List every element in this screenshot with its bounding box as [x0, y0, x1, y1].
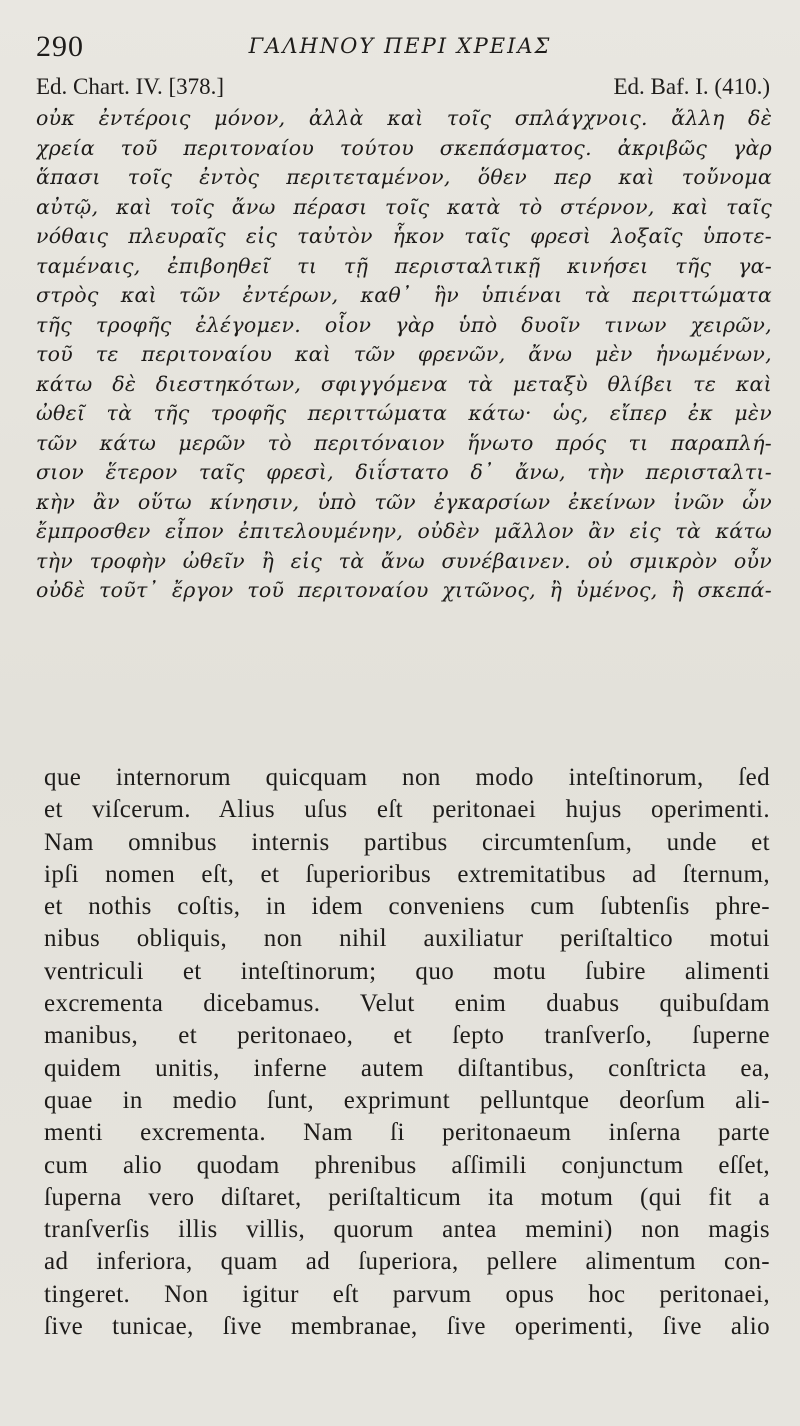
edition-reference-chartier: Ed. Chart. IV. [378.]	[36, 74, 225, 99]
latin-text-line: manibus, et peritonaeo, et ſepto tranſverſo, ſuperne	[44, 1022, 770, 1050]
latin-text-line: Nam omnibus internis partibus circumtenſum, unde et	[44, 828, 770, 856]
latin-text-line: menti excrementa. Nam ſi peritonaeum inſerna parte	[44, 1119, 770, 1147]
latin-text-line: excrementa dicebamus. Velut enim duabus quibuſdam	[44, 990, 770, 1018]
latin-text-line: ſive tunicae, ſive membranae, ſive operimenti, ſive alio	[44, 1313, 770, 1341]
greek-text-line: ἔμπροσθεν εἶπον ἐπιτελουμένην, οὐδὲν μᾶλλον ἂν εἰς τὰ κάτω	[36, 519, 772, 543]
latin-text-line: tingeret. Non igitur eſt parvum opus hoc peritonaei,	[44, 1280, 770, 1308]
greek-text-line: ἅπασι τοῖς ἐντὸς περιτεταμένον, ὅθεν περ καὶ τοὔνομα	[36, 165, 772, 189]
latin-text-line: ad inferiora, quam ad ſuperiora, pellere alimentum con-	[44, 1248, 770, 1276]
latin-text-line: ſuperna vero diſtaret, periſtalticum ita motum (qui fit a	[44, 1183, 770, 1211]
greek-text-line: κὴν ἂν οὕτω κίνησιν, ὑπὸ τῶν ἐγκαρσίων ἐκείνων ἰνῶν ὧν	[36, 489, 772, 514]
greek-text-line: τῶν κάτω μερῶν τὸ περιτόναιον ἥνωτο πρός τι παραπλή-	[36, 430, 772, 455]
greek-text-line: οὐκ ἐντέροις μόνον, ἀλλὰ καὶ τοῖς σπλάγχνοις. ἄλλη δὲ	[36, 106, 772, 130]
latin-text-line: cum alio quodam phrenibus aſſimili conjunctum eſſet,	[44, 1151, 770, 1179]
latin-text-line: que internorum quicquam non modo inteſtinorum, ſed	[44, 764, 770, 791]
latin-text-line: nibus obliquis, non nihil auxiliatur periſtaltico motui	[44, 925, 770, 953]
edition-reference-line	[36, 74, 770, 102]
latin-text-line: et viſcerum. Alius uſus eſt peritonaei hujus operimenti.	[44, 796, 770, 824]
latin-text-line: ipſi nomen eſt, et ſuperioribus extremitatibus ad ſternum,	[44, 860, 770, 888]
greek-text-line: τὴν τροφὴν ὠθεῖν ἢ εἰς τὰ ἄνω συνέβαινεν. οὐ σμικρὸν οὖν	[36, 548, 772, 573]
greek-text-block	[36, 104, 772, 606]
greek-text-line: στρὸς καὶ τῶν ἐντέρων, καθ᾽ ἣν ὑπιέναι τὰ περιττώματα	[36, 283, 772, 307]
page-header	[30, 26, 770, 70]
latin-text-line: et nothis coſtis, in idem conveniens cum ſubtenſis phre-	[44, 893, 770, 921]
greek-text-line: τοῦ τε περιτοναίου καὶ τῶν φρενῶν, ἄνω μὲν ἡνωμένων,	[36, 342, 772, 366]
page-number: 290	[36, 30, 84, 63]
greek-text-line: ὠθεῖ τὰ τῆς τροφῆς περιττώματα κάτω· ὡς, εἴπερ ἐκ μὲν	[36, 401, 772, 425]
greek-text-line: ταμέναις, ἐπιβοηθεῖ τι τῇ περισταλτικῇ κινήσει τῆς γα-	[36, 253, 772, 278]
greek-text-line: σιον ἕτερον ταῖς φρεσὶ, διΐστατο δ᾽ ἄνω, τὴν περισταλτι-	[36, 460, 772, 484]
greek-text-line: νόθαις πλευραῖς εἰς ταὐτὸν ἧκον ταῖς φρεσὶ λοξαῖς ὑποτε-	[36, 224, 772, 248]
latin-text-line: quidem unitis, inferne autem diſtantibus, conſtricta ea,	[44, 1054, 770, 1082]
latin-text-line: quae in medio ſunt, exprimunt pelluntque deorſum ali-	[44, 1086, 770, 1114]
edition-reference-basel: Ed. Baf. I. (410.)	[613, 74, 770, 99]
latin-text-line: ventriculi et inteſtinorum; quo motu ſubire alimenti	[44, 957, 770, 985]
running-title: ΓΑΛΗΝΟΥ ΠΕΡΙ ΧΡΕΙΑΣ	[248, 34, 552, 58]
greek-text-line: οὐδὲ τοῦτ᾽ ἔργον τοῦ περιτοναίου χιτῶνος, ἢ ὑμένος, ἢ σκεπά-	[36, 578, 772, 602]
greek-text-line: κάτω δὲ διεστηκότων, σφιγγόμενα τὰ μεταξὺ θλίβει τε καὶ	[36, 371, 772, 396]
latin-text-block	[44, 762, 770, 1343]
greek-text-line: αὐτῷ, καὶ τοῖς ἄνω πέρασι τοῖς κατὰ τὸ στέρνον, καὶ ταῖς	[36, 194, 772, 219]
greek-text-line: τῆς τροφῆς ἐλέγομεν. οἷον γὰρ ὑπὸ δυοῖν τινων χειρῶν,	[36, 312, 772, 337]
greek-text-line: χρεία τοῦ περιτοναίου τούτου σκεπάσματος. ἀκριβῶς γὰρ	[36, 135, 772, 160]
latin-text-line: tranſverſis illis villis, quorum antea memini) non magis	[44, 1216, 770, 1244]
